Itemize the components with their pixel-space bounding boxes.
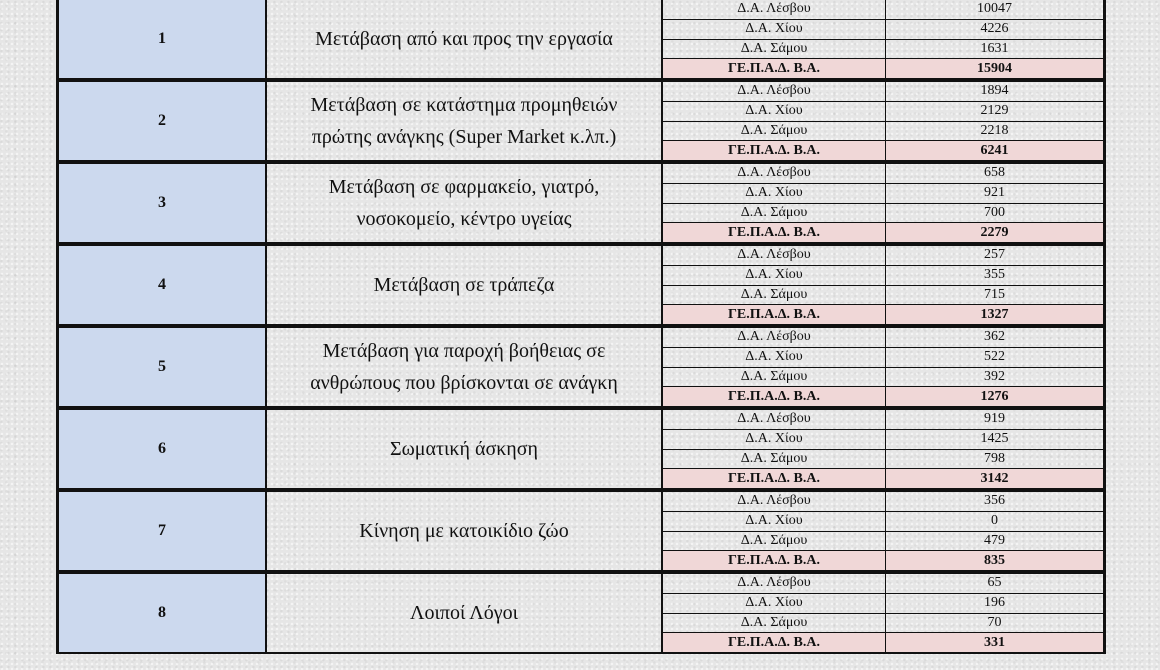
total-row: [663, 469, 1103, 488]
group-number: 2: [59, 82, 267, 160]
group-rows: [663, 246, 1103, 324]
area-name: Δ.Α. Σάμου: [663, 614, 886, 633]
total-row: [663, 551, 1103, 570]
table-row: [663, 286, 1103, 306]
area-value: 921: [984, 185, 1005, 201]
group-number: 4: [59, 246, 267, 324]
area-name: Δ.Α. Λέσβου: [663, 574, 886, 593]
table-row: [663, 0, 1103, 20]
group-rows: [663, 0, 1103, 78]
group-rows: [663, 164, 1103, 242]
table-row: [663, 204, 1103, 224]
area-value: 0: [991, 513, 998, 529]
movement-reasons-table: [56, 0, 1106, 654]
area-name: Δ.Α. Χίου: [663, 266, 886, 285]
table-row: [663, 246, 1103, 266]
total-value: 1276: [980, 388, 1009, 404]
area-name: Δ.Α. Λέσβου: [663, 164, 886, 183]
table-row: [663, 532, 1103, 552]
group-description: Κίνηση με κατοικίδιο ζώο: [267, 492, 663, 570]
total-row: [663, 59, 1103, 78]
table-row: [663, 266, 1103, 286]
table-group: [56, 326, 1106, 408]
group-number: 8: [59, 574, 267, 652]
total-label: ΓΕ.Π.Α.Δ. Β.Α.: [663, 551, 886, 570]
total-value: 1327: [980, 306, 1009, 322]
group-number: 5: [59, 328, 267, 406]
table-row: [663, 512, 1103, 532]
group-description: Λοιποί Λόγοι: [267, 574, 663, 652]
area-value: 70: [987, 614, 1002, 630]
total-label: ΓΕ.Π.Α.Δ. Β.Α.: [663, 469, 886, 488]
area-value: 355: [984, 267, 1005, 283]
group-description: Μετάβαση σε κατάστημα προμηθειών πρώτης ανάγκης (Super Market κ.λπ.): [267, 82, 663, 160]
table-row: [663, 410, 1103, 430]
group-number: 3: [59, 164, 267, 242]
group-rows: [663, 574, 1103, 652]
area-name: Δ.Α. Λέσβου: [663, 410, 886, 429]
area-value: 1425: [980, 431, 1009, 447]
area-name: Δ.Α. Λέσβου: [663, 82, 886, 101]
group-number: 6: [59, 410, 267, 488]
total-row: [663, 141, 1103, 160]
area-value: 65: [987, 575, 1002, 591]
table-row: [663, 450, 1103, 470]
table-group: [56, 80, 1106, 162]
area-name: Δ.Α. Σάμου: [663, 40, 886, 59]
area-value: 2129: [980, 103, 1009, 119]
area-name: Δ.Α. Χίου: [663, 20, 886, 39]
table-row: [663, 102, 1103, 122]
area-name: Δ.Α. Σάμου: [663, 122, 886, 141]
area-name: Δ.Α. Σάμου: [663, 286, 886, 305]
total-value: 2279: [980, 224, 1009, 240]
total-value: 331: [984, 634, 1005, 650]
group-description: Μετάβαση σε φαρμακείο, γιατρό, νοσοκομείο, κέντρο υγείας: [267, 164, 663, 242]
area-name: Δ.Α. Σάμου: [663, 450, 886, 469]
area-value: 522: [984, 349, 1005, 365]
total-value: 3142: [980, 470, 1009, 486]
group-rows: [663, 328, 1103, 406]
area-value: 356: [984, 493, 1005, 509]
group-number: 7: [59, 492, 267, 570]
total-row: [663, 305, 1103, 324]
total-value: 835: [984, 552, 1005, 568]
table-row: [663, 368, 1103, 388]
area-value: 196: [984, 595, 1005, 611]
area-name: Δ.Α. Χίου: [663, 184, 886, 203]
area-value: 10047: [977, 1, 1012, 17]
table-row: [663, 594, 1103, 614]
table-group: [56, 244, 1106, 326]
table-row: [663, 328, 1103, 348]
area-name: Δ.Α. Χίου: [663, 594, 886, 613]
area-name: Δ.Α. Σάμου: [663, 368, 886, 387]
group-rows: [663, 410, 1103, 488]
total-value: 6241: [980, 142, 1009, 158]
group-description: Μετάβαση σε τράπεζα: [267, 246, 663, 324]
group-description: Σωματική άσκηση: [267, 410, 663, 488]
total-label: ΓΕ.Π.Α.Δ. Β.Α.: [663, 59, 886, 78]
area-value: 798: [984, 450, 1005, 466]
table-group: [56, 572, 1106, 654]
area-value: 479: [984, 532, 1005, 548]
total-label: ΓΕ.Π.Α.Δ. Β.Α.: [663, 633, 886, 652]
group-rows: [663, 492, 1103, 570]
area-name: Δ.Α. Σάμου: [663, 532, 886, 551]
area-name: Δ.Α. Σάμου: [663, 204, 886, 223]
area-value: 1631: [980, 40, 1009, 56]
group-description: Μετάβαση από και προς την εργασία: [267, 0, 663, 78]
area-value: 658: [984, 165, 1005, 181]
group-number: 1: [59, 0, 267, 78]
table-row: [663, 184, 1103, 204]
table-group: [56, 162, 1106, 244]
group-description: Μετάβαση για παροχή βοήθειας σε ανθρώπους που βρίσκονται σε ανάγκη: [267, 328, 663, 406]
area-name: Δ.Α. Χίου: [663, 512, 886, 531]
area-value: 2218: [980, 122, 1009, 138]
total-label: ΓΕ.Π.Α.Δ. Β.Α.: [663, 223, 886, 242]
table-row: [663, 430, 1103, 450]
total-value: 15904: [977, 60, 1012, 76]
table-group: [56, 0, 1106, 80]
area-name: Δ.Α. Λέσβου: [663, 328, 886, 347]
table-row: [663, 40, 1103, 60]
area-name: Δ.Α. Χίου: [663, 430, 886, 449]
table-row: [663, 122, 1103, 142]
area-value: 700: [984, 204, 1005, 220]
area-value: 257: [984, 247, 1005, 263]
area-name: Δ.Α. Χίου: [663, 348, 886, 367]
total-row: [663, 387, 1103, 406]
area-name: Δ.Α. Λέσβου: [663, 492, 886, 511]
table-row: [663, 574, 1103, 594]
area-name: Δ.Α. Χίου: [663, 102, 886, 121]
table-row: [663, 164, 1103, 184]
area-value: 715: [984, 286, 1005, 302]
table-row: [663, 492, 1103, 512]
area-value: 362: [984, 329, 1005, 345]
total-row: [663, 633, 1103, 652]
table-group: [56, 490, 1106, 572]
table-row: [663, 82, 1103, 102]
area-value: 919: [984, 411, 1005, 427]
total-label: ΓΕ.Π.Α.Δ. Β.Α.: [663, 387, 886, 406]
table-row: [663, 614, 1103, 634]
group-rows: [663, 82, 1103, 160]
area-name: Δ.Α. Λέσβου: [663, 246, 886, 265]
total-label: ΓΕ.Π.Α.Δ. Β.Α.: [663, 141, 886, 160]
area-value: 1894: [980, 83, 1009, 99]
table-row: [663, 348, 1103, 368]
table-row: [663, 20, 1103, 40]
total-label: ΓΕ.Π.Α.Δ. Β.Α.: [663, 305, 886, 324]
area-value: 392: [984, 368, 1005, 384]
total-row: [663, 223, 1103, 242]
table-group: [56, 408, 1106, 490]
area-name: Δ.Α. Λέσβου: [663, 0, 886, 19]
area-value: 4226: [980, 21, 1009, 37]
